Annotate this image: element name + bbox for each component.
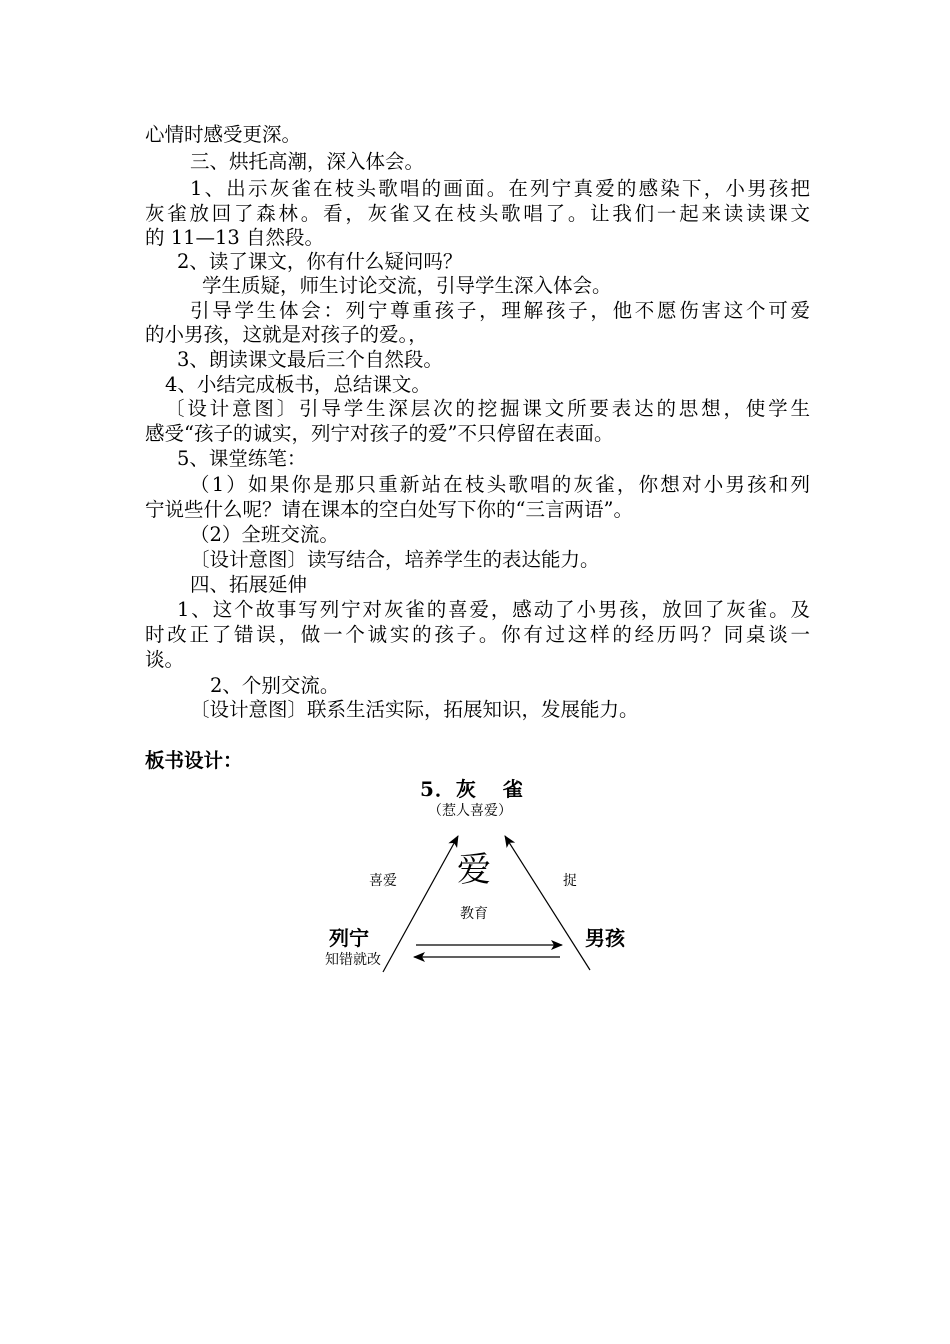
- board-center-char: 爱: [457, 850, 491, 890]
- design-intent-line: 〔设计意图〕联系生活实际，拓展知识，发展能力。: [190, 698, 639, 721]
- section-heading: 三、烘托高潮，深入体会。: [190, 150, 425, 173]
- paragraph-line: 学生质疑，师生讨论交流，引导学生深入体会。: [202, 274, 612, 297]
- paragraph-line: 宁说些什么呢？请在课本的空白处写下你的“三言两语”。: [145, 498, 633, 521]
- paragraph-line: 1、这个故事写列宁对灰雀的喜爱，感动了小男孩，放回了灰雀。及: [177, 598, 810, 621]
- paragraph-line: （2）全班交流。: [190, 523, 339, 546]
- board-title-rest: 雀: [502, 777, 524, 801]
- left-arrow-up: [383, 836, 458, 972]
- paragraph-line: 引导学生体会：列宁尊重孩子，理解孩子，他不愿伤害这个可爱: [190, 299, 810, 322]
- paragraph-line: 2、读了课文，你有什么疑问吗？: [177, 250, 463, 273]
- board-right-name: 男孩: [585, 926, 625, 950]
- paragraph-line: 的小男孩，这就是对孩子的爱。，: [145, 323, 428, 346]
- paragraph-line: 心情时感受更深。: [145, 123, 302, 146]
- paragraph-line: 谈。: [145, 648, 185, 671]
- board-left-edge-label: 喜爱: [369, 873, 397, 889]
- design-intent-line: 〔设计意图〕读写结合，培养学生的表达能力。: [190, 548, 600, 571]
- paragraph-line: 2、个别交流。: [210, 674, 340, 697]
- board-left-name: 列宁: [329, 926, 369, 950]
- section-heading: 四、拓展延伸: [190, 573, 308, 596]
- paragraph-line: 3、朗读课文最后三个自然段。: [177, 348, 443, 371]
- paragraph-line: 1、出示灰雀在枝头歌唱的画面。在列宁真爱的感染下，小男孩把: [190, 177, 810, 200]
- board-title-num: 5．灰: [420, 777, 477, 801]
- board-right-edge-label: 捉: [563, 873, 577, 889]
- paragraph-line: 5、课堂练笔：: [177, 447, 307, 470]
- right-arrow-up: [505, 836, 590, 970]
- paragraph-line: 灰雀放回了森林。看，灰雀又在枝头歌唱了。让我们一起来读读课文: [145, 202, 810, 225]
- design-intent-line: 感受“孩子的诚实，列宁对孩子的爱”不只停留在表面。: [145, 422, 614, 445]
- paragraph-line: 时改正了错误，做一个诚实的孩子。你有过这样的经历吗？同桌谈一: [145, 623, 810, 646]
- paragraph-line: （1）如果你是那只重新站在枝头歌唱的灰雀，你想对小男孩和列: [190, 473, 810, 496]
- paragraph-line: 4、小结完成板书，总结课文。: [165, 373, 431, 396]
- design-intent-line: 〔设计意图〕引导学生深层次的挖掘课文所要表达的思想，使学生: [165, 397, 810, 420]
- board-left-sub: 知错就改: [325, 952, 381, 968]
- board-design-heading: 板书设计：: [145, 749, 243, 772]
- board-subtitle: （惹人喜爱）: [428, 803, 512, 819]
- paragraph-line: 的 11—13 自然段。: [145, 226, 325, 249]
- board-center-sub: 教育: [460, 906, 488, 922]
